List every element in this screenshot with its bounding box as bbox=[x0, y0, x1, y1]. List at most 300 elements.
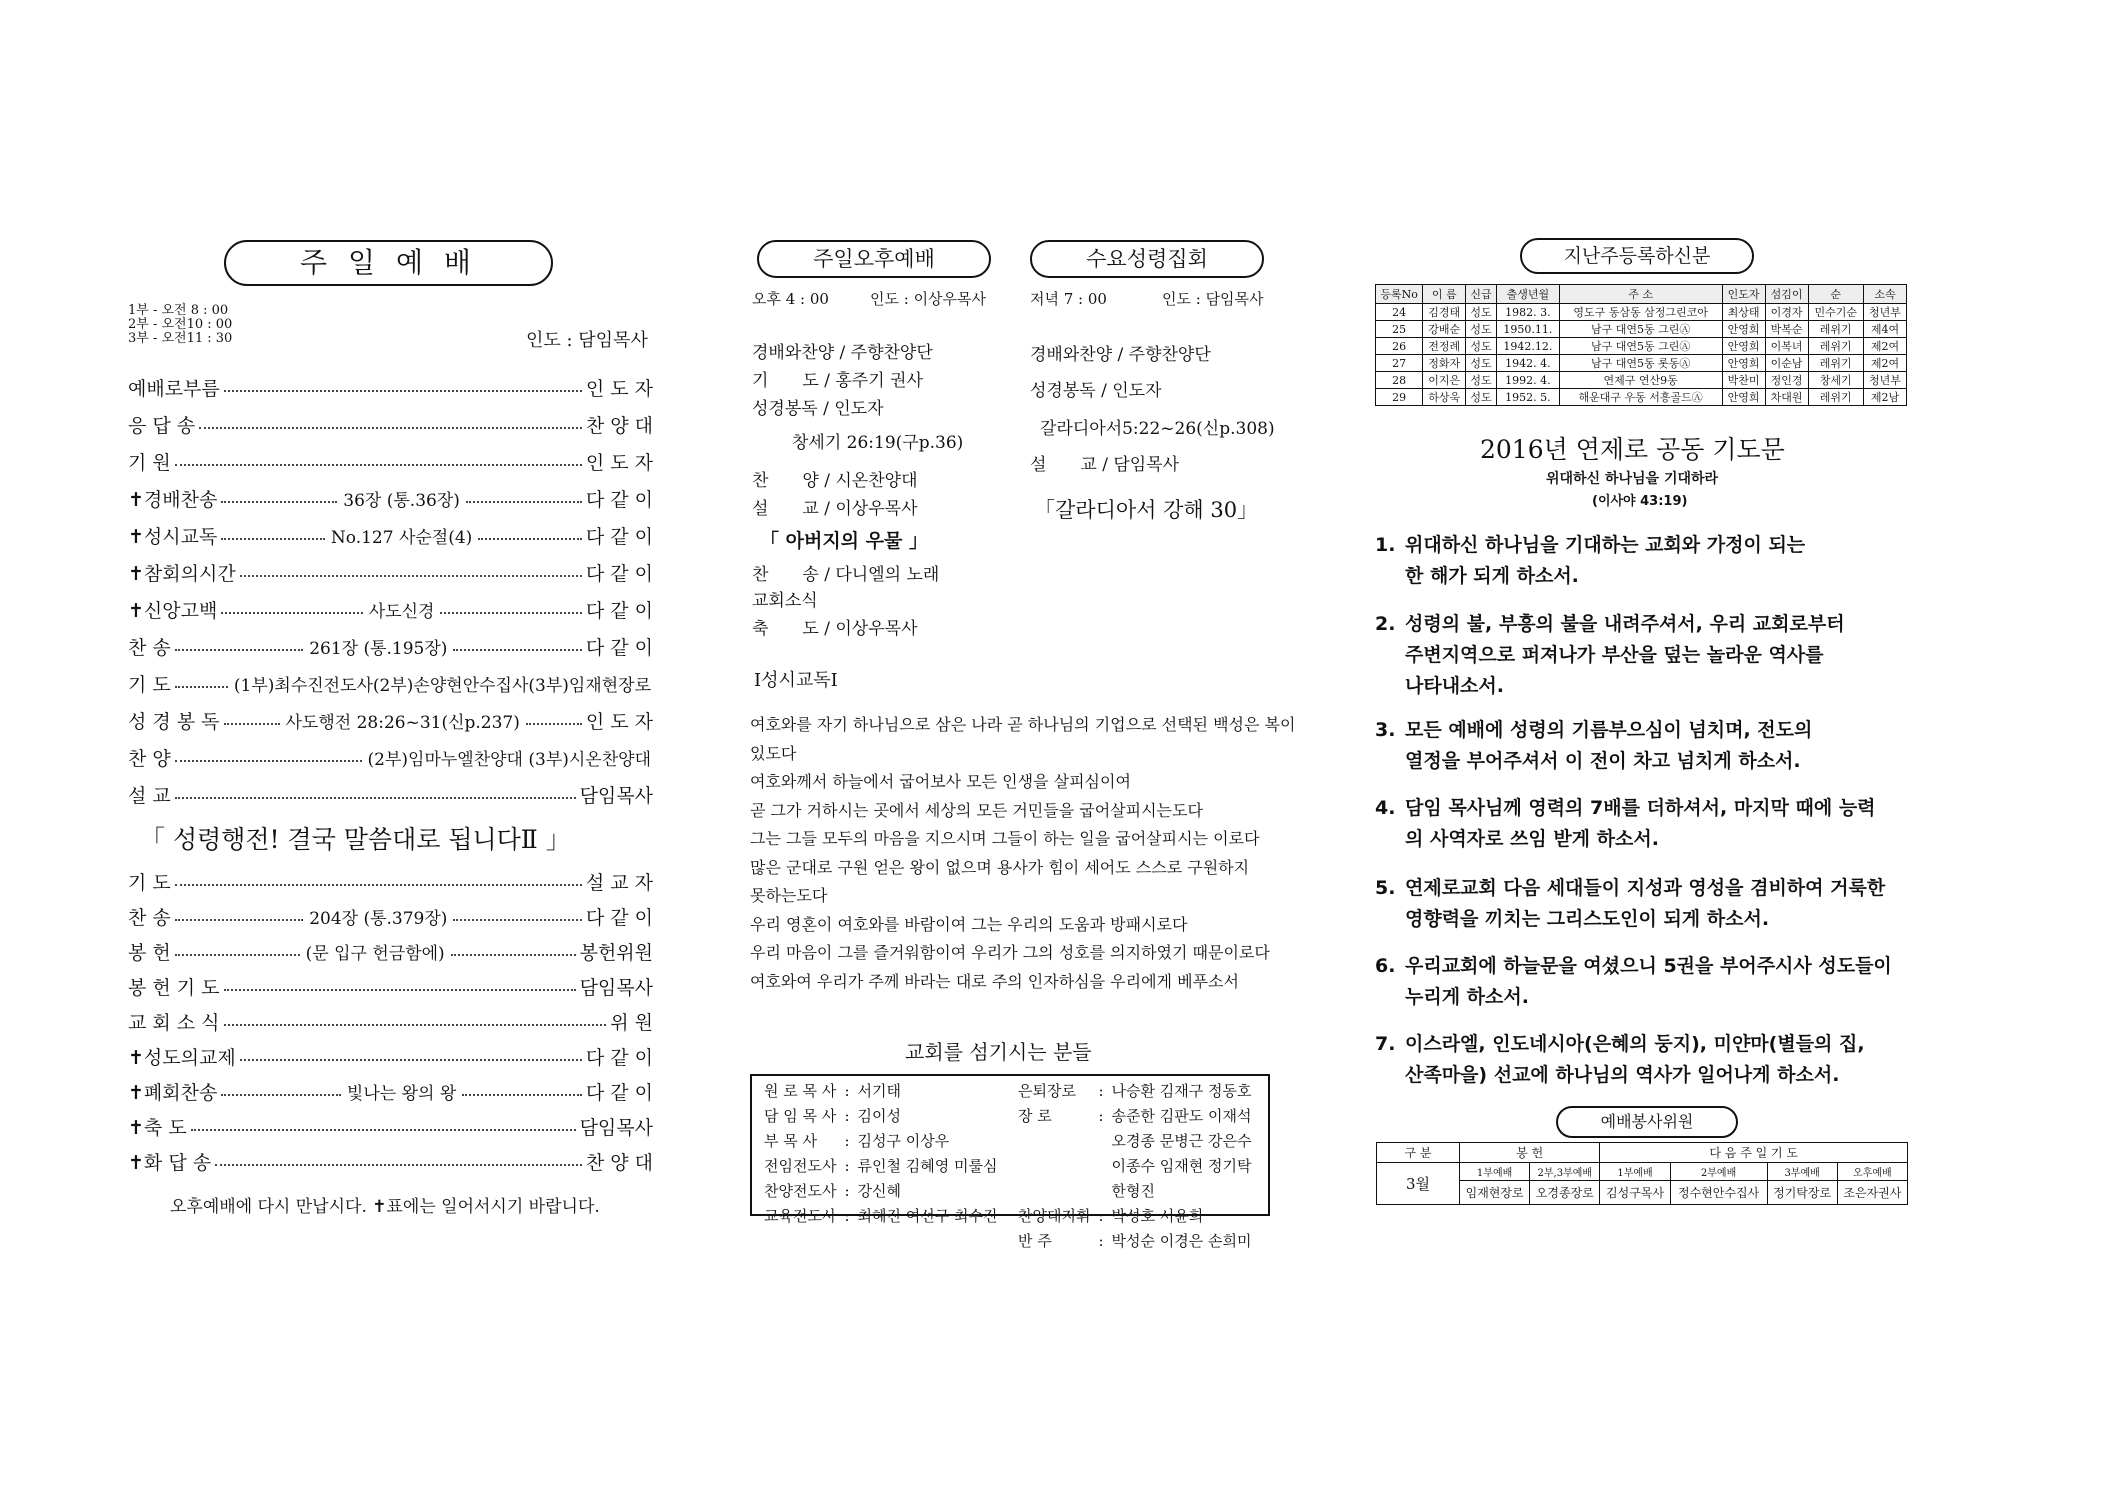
newcomer-row bbox=[1376, 321, 1907, 338]
servers-col-offering: 봉 헌 bbox=[1460, 1143, 1600, 1163]
worship-title-frame bbox=[224, 240, 553, 286]
staff-row bbox=[760, 1103, 1001, 1128]
wednesday-item: 갈라디아서5:22~26(신p.308) bbox=[1040, 419, 1275, 439]
newcomers-header: 소속 bbox=[1863, 285, 1906, 304]
newcomer-cell: 성도 bbox=[1466, 355, 1497, 372]
staff-row bbox=[760, 1153, 1001, 1178]
servers-title: 예배봉사위원 bbox=[1600, 1112, 1694, 1131]
afternoon-item: 기 도 / 홍주기 권사 bbox=[752, 371, 923, 391]
psalm-line: 못하는도다 bbox=[750, 886, 828, 905]
order-row bbox=[128, 1146, 653, 1176]
order-label: 봉 헌 bbox=[128, 941, 171, 964]
newcomer-cell: 강배순 bbox=[1423, 321, 1466, 338]
dot-leader bbox=[240, 575, 582, 577]
afternoon-item: 설 교 / 이상우목사 bbox=[752, 499, 918, 519]
staff-colon: : bbox=[844, 1206, 850, 1225]
newcomer-cell: 연제구 연산9동 bbox=[1559, 372, 1722, 389]
psalm-line: 여호와를 자기 하나님으로 삼은 나라 곧 하나님의 기업으로 선택된 백성은 복이 bbox=[750, 715, 1296, 734]
wednesday-item: 경배와찬양 / 주향찬양단 bbox=[1030, 345, 1211, 365]
staff-names: 나승환 김재구 정동호 bbox=[1111, 1082, 1252, 1100]
prayer-text: 우리교회에 하늘문을 여셨으니 5권을 부어주시사 성도들이 bbox=[1405, 955, 1892, 977]
dot-leader bbox=[221, 612, 362, 614]
dot-leader bbox=[175, 954, 300, 956]
prayer-text: 위대하신 하나님을 기대하는 교회와 가정이 되는 bbox=[1405, 534, 1806, 556]
afternoon-sermon: 「 아버지의 우물 」 bbox=[760, 530, 928, 552]
order-label: 기 도 bbox=[128, 673, 171, 696]
order-label: 봉 헌 기 도 bbox=[128, 976, 220, 999]
newcomer-cell: 정화자 bbox=[1423, 355, 1466, 372]
order-performer: 다 같 이 bbox=[585, 562, 653, 585]
newcomer-cell: 하상욱 bbox=[1423, 389, 1466, 406]
staff-role: 은퇴장로 bbox=[1018, 1082, 1076, 1100]
order-detail: 빛나는 왕의 왕 bbox=[346, 1083, 457, 1104]
time-2: 2부 - 오전10 : 00 bbox=[128, 317, 233, 332]
staff-table-left bbox=[760, 1078, 1001, 1228]
newcomers-title: 지난주등록하신분 bbox=[1563, 245, 1711, 267]
staff-title: 교회를 섬기시는 분들 bbox=[905, 1040, 1092, 1064]
order-row bbox=[128, 936, 653, 966]
order-row bbox=[128, 866, 653, 896]
staff-names: 박성순 이경은 손희미 bbox=[1111, 1232, 1252, 1250]
afternoon-item: 축 도 / 이상우목사 bbox=[752, 619, 918, 639]
servers-col-gubun: 구 분 bbox=[1377, 1143, 1460, 1163]
order-label: 기 원 bbox=[128, 451, 171, 474]
prayer-line bbox=[1375, 671, 1910, 702]
prayer-number: 4. bbox=[1375, 797, 1396, 819]
newcomer-cell: 청년부 bbox=[1863, 372, 1906, 389]
afternoon-title: 주일오후예배 bbox=[813, 247, 935, 271]
staff-names: 강신혜 bbox=[857, 1182, 901, 1200]
newcomers-title-frame bbox=[1520, 238, 1754, 274]
newcomer-cell: 29 bbox=[1376, 389, 1423, 406]
servers-sub-header: 2부예배 bbox=[1670, 1163, 1767, 1181]
newcomers-header: 섬김이 bbox=[1765, 285, 1808, 304]
staff-role: 찬양대지휘 bbox=[1018, 1207, 1091, 1225]
order-row bbox=[128, 446, 653, 476]
newcomer-cell: 1942.12. bbox=[1496, 338, 1559, 355]
dot-leader bbox=[175, 797, 576, 799]
staff-role: 교육전도사 bbox=[764, 1207, 837, 1225]
dot-leader bbox=[175, 649, 303, 651]
order-performer: 다 같 이 bbox=[585, 1081, 653, 1104]
wednesday-title: 수요성령집회 bbox=[1086, 247, 1208, 271]
newcomer-cell: 안영희 bbox=[1722, 355, 1765, 372]
newcomer-cell: 남구 대연5동 그린Ⓐ bbox=[1559, 338, 1722, 355]
staff-colon: : bbox=[1098, 1106, 1104, 1125]
order-performer: 찬 양 대 bbox=[585, 1151, 653, 1174]
prayer-text: 연제로교회 다음 세대들이 지성과 영성을 겸비하여 거룩한 bbox=[1405, 877, 1886, 899]
psalm-line: 여호와께서 하늘에서 굽어보사 모든 인생을 살피심이여 bbox=[750, 772, 1131, 791]
servers-month: 3월 bbox=[1377, 1163, 1460, 1205]
dot-leader bbox=[451, 954, 576, 956]
prayer-number: 1. bbox=[1375, 534, 1396, 556]
newcomer-cell: 1952. 5. bbox=[1496, 389, 1559, 406]
staff-colon bbox=[1094, 1153, 1107, 1178]
prayer-item bbox=[1375, 530, 1910, 592]
order-label: 찬 양 bbox=[128, 747, 171, 770]
staff-role: 반 주 bbox=[1018, 1232, 1052, 1250]
newcomer-cell: 제4여 bbox=[1863, 321, 1906, 338]
order-row bbox=[128, 557, 653, 587]
dot-leader bbox=[453, 919, 581, 921]
servers-sub-header: 1부예배 bbox=[1460, 1163, 1530, 1181]
dot-leader bbox=[478, 538, 582, 540]
order-row bbox=[128, 483, 653, 513]
newcomer-row bbox=[1376, 355, 1907, 372]
psalm-line: 그는 그들 모두의 마음을 지으시며 그들이 하는 일을 굽어살피시는 이로다 bbox=[750, 829, 1260, 848]
order-label: 설 교 bbox=[128, 784, 171, 807]
worship-title: 주 일 예 배 bbox=[300, 246, 477, 279]
staff-names: 오경종 문병근 강은수 bbox=[1111, 1132, 1252, 1150]
newcomer-cell: 1992. 4. bbox=[1496, 372, 1559, 389]
staff-colon: : bbox=[844, 1181, 850, 1200]
order-performer: 인 도 자 bbox=[585, 710, 653, 733]
order-row bbox=[128, 1041, 653, 1071]
afternoon-item: 찬 송 / 다니엘의 노래 bbox=[752, 565, 940, 585]
newcomer-cell: 이경자 bbox=[1765, 304, 1808, 321]
psalm-title: Ⅰ성시교독Ⅰ bbox=[754, 670, 838, 691]
dot-leader bbox=[175, 686, 228, 688]
order-performer: 인 도 자 bbox=[585, 451, 653, 474]
prayer-line bbox=[1375, 609, 1910, 640]
service-times bbox=[128, 304, 232, 346]
afternoon-item: 교회소식 bbox=[752, 591, 818, 611]
afternoon-time: 오후 4 : 00 bbox=[752, 290, 829, 308]
order-detail: 사도행전 28:26~31(신p.237) bbox=[285, 712, 520, 733]
dot-leader bbox=[224, 390, 582, 392]
newcomer-cell: 정인경 bbox=[1765, 372, 1808, 389]
staff-colon: : bbox=[1098, 1231, 1104, 1250]
servers-sub-header: 3부예배 bbox=[1767, 1163, 1837, 1181]
order-label: 찬 송 bbox=[128, 636, 171, 659]
prayer-text: 의 사역자로 쓰임 받게 하소서. bbox=[1405, 828, 1659, 850]
dot-leader bbox=[175, 464, 582, 466]
prayer-item bbox=[1375, 609, 1910, 702]
order-detail: 36장 (통.36장) bbox=[343, 490, 460, 511]
wednesday-item: 설 교 / 담임목사 bbox=[1030, 455, 1180, 475]
dot-leader bbox=[224, 1024, 607, 1026]
staff-colon bbox=[1094, 1128, 1107, 1153]
newcomer-cell: 창세기 bbox=[1808, 372, 1863, 389]
order-label: 성 경 봉 독 bbox=[128, 710, 220, 733]
order-performer: 다 같 이 bbox=[585, 636, 654, 659]
newcomer-row bbox=[1376, 372, 1907, 389]
dot-leader bbox=[224, 989, 576, 991]
staff-colon: : bbox=[844, 1081, 850, 1100]
order-row bbox=[128, 705, 653, 735]
staff-row bbox=[1014, 1178, 1255, 1203]
prayer-text: 영향력을 끼치는 그리스도인이 되게 하소서. bbox=[1405, 908, 1770, 930]
newcomer-row bbox=[1376, 338, 1907, 355]
newcomer-cell: 1982. 3. bbox=[1496, 304, 1559, 321]
dot-leader bbox=[175, 884, 582, 886]
prayer-line bbox=[1375, 793, 1910, 824]
afternoon-item: 성경봉독 / 인도자 bbox=[752, 399, 884, 419]
prayer-text: 성령의 불, 부흥의 불을 내려주셔서, 우리 교회로부터 bbox=[1405, 613, 1845, 635]
order-performer: 설 교 자 bbox=[585, 871, 653, 894]
order-label: ✝축 도 bbox=[128, 1116, 187, 1139]
dot-leader bbox=[215, 1164, 582, 1166]
order-performer: 인 도 자 bbox=[585, 377, 653, 400]
newcomer-cell: 레위기 bbox=[1808, 321, 1863, 338]
worship-leader: 인도 : 담임목사 bbox=[526, 330, 648, 351]
staff-names: 한형진 bbox=[1111, 1182, 1155, 1200]
order-detail: 사도신경 bbox=[368, 601, 435, 622]
newcomer-cell: 전정례 bbox=[1423, 338, 1466, 355]
order-label: ✝성도의교제 bbox=[128, 1046, 236, 1069]
staff-colon: : bbox=[844, 1106, 850, 1125]
dot-leader bbox=[466, 501, 582, 503]
order-performer: 담임목사 bbox=[579, 784, 653, 807]
newcomers-header: 출생년월 bbox=[1496, 285, 1559, 304]
servers-name: 김성구목사 bbox=[1600, 1181, 1670, 1205]
prayer-line bbox=[1375, 1060, 1910, 1091]
newcomers-header: 신급 bbox=[1466, 285, 1497, 304]
staff-row bbox=[1014, 1078, 1255, 1103]
prayer-text: 누리게 하소서. bbox=[1405, 986, 1529, 1008]
staff-names: 김이성 bbox=[857, 1107, 901, 1125]
prayer-item bbox=[1375, 1029, 1910, 1091]
servers-name: 조은자권사 bbox=[1837, 1181, 1907, 1205]
order-row bbox=[128, 1006, 653, 1036]
sermon-title: 「 성령행전! 결국 말씀대로 됩니다Ⅱ 」 bbox=[140, 825, 571, 854]
time-3: 3부 - 오전11 : 30 bbox=[128, 331, 233, 346]
order-performer: 다 같 이 bbox=[585, 906, 654, 929]
newcomers-table bbox=[1375, 284, 1907, 406]
newcomer-cell: 레위기 bbox=[1808, 338, 1863, 355]
order-performer: 다 같 이 bbox=[585, 1046, 653, 1069]
wednesday-title-frame bbox=[1030, 240, 1264, 278]
newcomer-cell: 제2여 bbox=[1863, 355, 1906, 372]
prayer-number: 6. bbox=[1375, 955, 1396, 977]
newcomer-row bbox=[1376, 304, 1907, 321]
prayer-text: 담임 목사님께 영력의 7배를 더하셔서, 마지막 때에 능력 bbox=[1405, 797, 1876, 819]
staff-role: 원 로 목 사 bbox=[764, 1082, 837, 1100]
prayer-line bbox=[1375, 530, 1910, 561]
afternoon-item: 창세기 26:19(구p.36) bbox=[792, 433, 964, 453]
order-row bbox=[128, 779, 653, 809]
psalm-line: 많은 군대로 구원 얻은 왕이 없으며 용사가 힘이 세어도 스스로 구원하지 bbox=[750, 857, 1250, 877]
servers-sub-header: 오후예배 bbox=[1837, 1163, 1907, 1181]
staff-role: 장 로 bbox=[1018, 1107, 1052, 1125]
order-detail: (2부)임마누엘찬양대 (3부)시온찬양대 bbox=[367, 749, 651, 770]
newcomers-header: 등록No bbox=[1376, 285, 1423, 304]
newcomer-cell: 안영희 bbox=[1722, 389, 1765, 406]
staff-names: 송준한 김판도 이재석 bbox=[1111, 1107, 1252, 1125]
newcomer-cell: 성도 bbox=[1466, 338, 1497, 355]
newcomer-cell: 박복순 bbox=[1765, 321, 1808, 338]
prayer-item bbox=[1375, 715, 1910, 777]
prayer-line bbox=[1375, 561, 1910, 592]
staff-names: 류인철 김혜영 미룰심 bbox=[857, 1157, 998, 1175]
staff-row bbox=[760, 1203, 1001, 1228]
newcomer-cell: 성도 bbox=[1466, 321, 1497, 338]
servers-name: 정수현안수집사 bbox=[1670, 1181, 1767, 1205]
newcomer-cell: 1942. 4. bbox=[1496, 355, 1559, 372]
newcomer-cell: 이순남 bbox=[1765, 355, 1808, 372]
prayer-number: 2. bbox=[1375, 613, 1396, 635]
newcomer-cell: 레위기 bbox=[1808, 389, 1863, 406]
order-performer: 위 원 bbox=[610, 1011, 653, 1034]
servers-sub-header: 2부,3부예배 bbox=[1530, 1163, 1600, 1181]
order-label: ✝폐회찬송 bbox=[128, 1081, 218, 1104]
dot-leader bbox=[440, 612, 581, 614]
servers-name: 정기탁장로 bbox=[1767, 1181, 1837, 1205]
order-label: ✝성시교독 bbox=[128, 525, 218, 548]
prayer-number: 7. bbox=[1375, 1033, 1396, 1055]
prayer-line bbox=[1375, 951, 1910, 982]
order-performer: 담임목사 bbox=[579, 976, 653, 999]
order-performer: 다 같 이 bbox=[585, 488, 654, 511]
order-performer: 담임목사 bbox=[579, 1116, 653, 1139]
staff-role bbox=[1014, 1153, 1094, 1178]
order-label: 예배로부름 bbox=[128, 377, 220, 400]
order-label: ✝화 답 송 bbox=[128, 1151, 212, 1174]
newcomer-cell: 성도 bbox=[1466, 304, 1497, 321]
prayer-item bbox=[1375, 951, 1910, 1013]
servers-name: 임재현장로 bbox=[1460, 1181, 1530, 1205]
prayer-text: 주변지역으로 퍼져나가 부산을 덮는 놀라운 역사를 bbox=[1405, 644, 1824, 666]
wednesday-sermon: 「갈라디아서 강해 30」 bbox=[1034, 498, 1259, 522]
prayer-subtitle: 위대하신 하나님을 기대하라 bbox=[1546, 471, 1719, 487]
dot-leader bbox=[191, 1129, 576, 1131]
staff-role bbox=[1014, 1128, 1094, 1153]
newcomer-cell: 안영희 bbox=[1722, 321, 1765, 338]
staff-role bbox=[1014, 1178, 1094, 1203]
afternoon-leader: 인도 : 이상우목사 bbox=[870, 290, 987, 308]
servers-table bbox=[1376, 1142, 1908, 1205]
staff-colon: : bbox=[844, 1156, 850, 1175]
order-detail: (1부)최수진전도사(2부)손양현안수집사(3부)임재현장로 bbox=[233, 675, 651, 696]
newcomer-cell: 안영희 bbox=[1722, 338, 1765, 355]
dot-leader bbox=[240, 1059, 582, 1061]
prayer-line bbox=[1375, 746, 1910, 777]
newcomer-cell: 해운대구 우동 서흥골드Ⓐ bbox=[1559, 389, 1722, 406]
servers-title-frame bbox=[1556, 1106, 1738, 1138]
staff-role: 담 임 목 사 bbox=[764, 1107, 837, 1125]
prayer-text: 나타내소서. bbox=[1405, 675, 1504, 697]
prayer-line bbox=[1375, 873, 1910, 904]
worship-footer: 오후예배에 다시 만납시다. ✝표에는 일어서시기 바랍니다. bbox=[170, 1197, 600, 1217]
order-detail: 261장 (통.195장) bbox=[309, 638, 448, 659]
dot-leader bbox=[175, 760, 362, 762]
staff-row bbox=[760, 1178, 1001, 1203]
staff-role: 전임전도사 bbox=[764, 1157, 837, 1175]
newcomer-cell: 이복녀 bbox=[1765, 338, 1808, 355]
prayer-reference: (이사야 43:19) bbox=[1592, 494, 1688, 509]
order-row bbox=[128, 631, 653, 661]
prayer-line bbox=[1375, 715, 1910, 746]
staff-row bbox=[760, 1128, 1001, 1153]
afternoon-item: 찬 양 / 시온찬양대 bbox=[752, 471, 918, 491]
staff-colon: : bbox=[1098, 1206, 1104, 1225]
newcomer-cell: 이지은 bbox=[1423, 372, 1466, 389]
wednesday-leader: 인도 : 담임목사 bbox=[1162, 290, 1264, 308]
wednesday-time: 저녁 7 : 00 bbox=[1030, 290, 1107, 308]
dot-leader bbox=[221, 501, 337, 503]
order-performer: 봉헌위원 bbox=[579, 941, 654, 964]
prayer-text: 산족마을) 선교에 하나님의 역사가 일어나게 하소서. bbox=[1405, 1064, 1840, 1086]
dot-leader bbox=[453, 649, 581, 651]
afternoon-title-frame bbox=[757, 240, 991, 278]
prayer-number: 3. bbox=[1375, 719, 1396, 741]
newcomer-row bbox=[1376, 389, 1907, 406]
dot-leader bbox=[221, 538, 325, 540]
dot-leader bbox=[199, 427, 582, 429]
staff-names: 박성호 서윤희 bbox=[1111, 1207, 1204, 1225]
psalm-line: 우리 영혼이 여호와를 바람이여 그는 우리의 도움과 방패시로다 bbox=[750, 914, 1188, 934]
staff-names: 최혜진 여선구 최수진 bbox=[857, 1207, 998, 1225]
newcomer-cell: 성도 bbox=[1466, 372, 1497, 389]
order-label: 찬 송 bbox=[128, 906, 171, 929]
newcomer-cell: 28 bbox=[1376, 372, 1423, 389]
time-1: 1부 - 오전 8 : 00 bbox=[128, 303, 229, 318]
newcomer-cell: 영도구 동삼동 삼정그린코아 bbox=[1559, 304, 1722, 321]
psalm-line: 곧 그가 거하시는 곳에서 세상의 모든 거민들을 굽어살피시는도다 bbox=[750, 800, 1203, 820]
staff-role: 찬양전도사 bbox=[764, 1182, 837, 1200]
newcomer-cell: 남구 대연5동 그린Ⓐ bbox=[1559, 321, 1722, 338]
newcomer-cell: 26 bbox=[1376, 338, 1423, 355]
prayer-text: 열정을 부어주셔서 이 전이 차고 넘치게 하소서. bbox=[1405, 750, 1801, 772]
staff-row bbox=[1014, 1128, 1255, 1153]
newcomer-cell: 27 bbox=[1376, 355, 1423, 372]
staff-row bbox=[1014, 1203, 1255, 1228]
newcomers-header: 이 름 bbox=[1423, 285, 1466, 304]
staff-row bbox=[760, 1078, 1001, 1103]
order-row bbox=[128, 1076, 653, 1106]
prayer-line bbox=[1375, 904, 1910, 935]
staff-names: 서기태 bbox=[857, 1082, 901, 1100]
newcomer-cell: 김경태 bbox=[1423, 304, 1466, 321]
dot-leader bbox=[175, 919, 303, 921]
newcomer-cell: 민수기순 bbox=[1808, 304, 1863, 321]
order-performer: 다 같 이 bbox=[585, 599, 654, 622]
prayer-line bbox=[1375, 824, 1910, 855]
staff-colon bbox=[1094, 1178, 1107, 1203]
newcomers-header: 인도자 bbox=[1722, 285, 1765, 304]
order-label: ✝참회의시간 bbox=[128, 562, 236, 585]
servers-name: 오경종장로 bbox=[1530, 1181, 1600, 1205]
newcomers-header: 순 bbox=[1808, 285, 1863, 304]
afternoon-item: 경배와찬양 / 주향찬양단 bbox=[752, 343, 933, 363]
prayer-text: 모든 예배에 성령의 기름부으심이 넘치며, 전도의 bbox=[1405, 719, 1813, 741]
order-detail: (문 입구 헌금함에) bbox=[305, 943, 445, 964]
order-label: 응 답 송 bbox=[128, 414, 196, 437]
order-detail: No.127 사순절(4) bbox=[330, 527, 473, 548]
newcomer-cell: 차대원 bbox=[1765, 389, 1808, 406]
newcomer-cell: 1950.11. bbox=[1496, 321, 1559, 338]
newcomers-header: 주 소 bbox=[1559, 285, 1722, 304]
newcomer-cell: 제2여 bbox=[1863, 338, 1906, 355]
staff-names: 김성구 이상우 bbox=[857, 1132, 950, 1150]
servers-col-next: 다 음 주 일 기 도 bbox=[1600, 1143, 1908, 1163]
newcomer-cell: 남구 대연5동 롯동Ⓐ bbox=[1559, 355, 1722, 372]
prayer-text: 이스라엘, 인도네시아(은혜의 둥지), 미얀마(별들의 집, bbox=[1405, 1033, 1865, 1055]
staff-role: 부 목 사 bbox=[764, 1132, 818, 1150]
servers-sub-header: 1부예배 bbox=[1600, 1163, 1670, 1181]
dot-leader bbox=[224, 723, 280, 725]
staff-table-right bbox=[1014, 1078, 1255, 1253]
order-row bbox=[128, 971, 653, 1001]
staff-colon: : bbox=[844, 1131, 850, 1150]
order-row bbox=[128, 372, 653, 402]
order-row bbox=[128, 520, 653, 550]
newcomer-cell: 레위기 bbox=[1808, 355, 1863, 372]
prayer-item bbox=[1375, 793, 1910, 855]
prayer-item bbox=[1375, 873, 1910, 935]
order-label: 교 회 소 식 bbox=[128, 1011, 220, 1034]
staff-box bbox=[750, 1074, 1270, 1250]
